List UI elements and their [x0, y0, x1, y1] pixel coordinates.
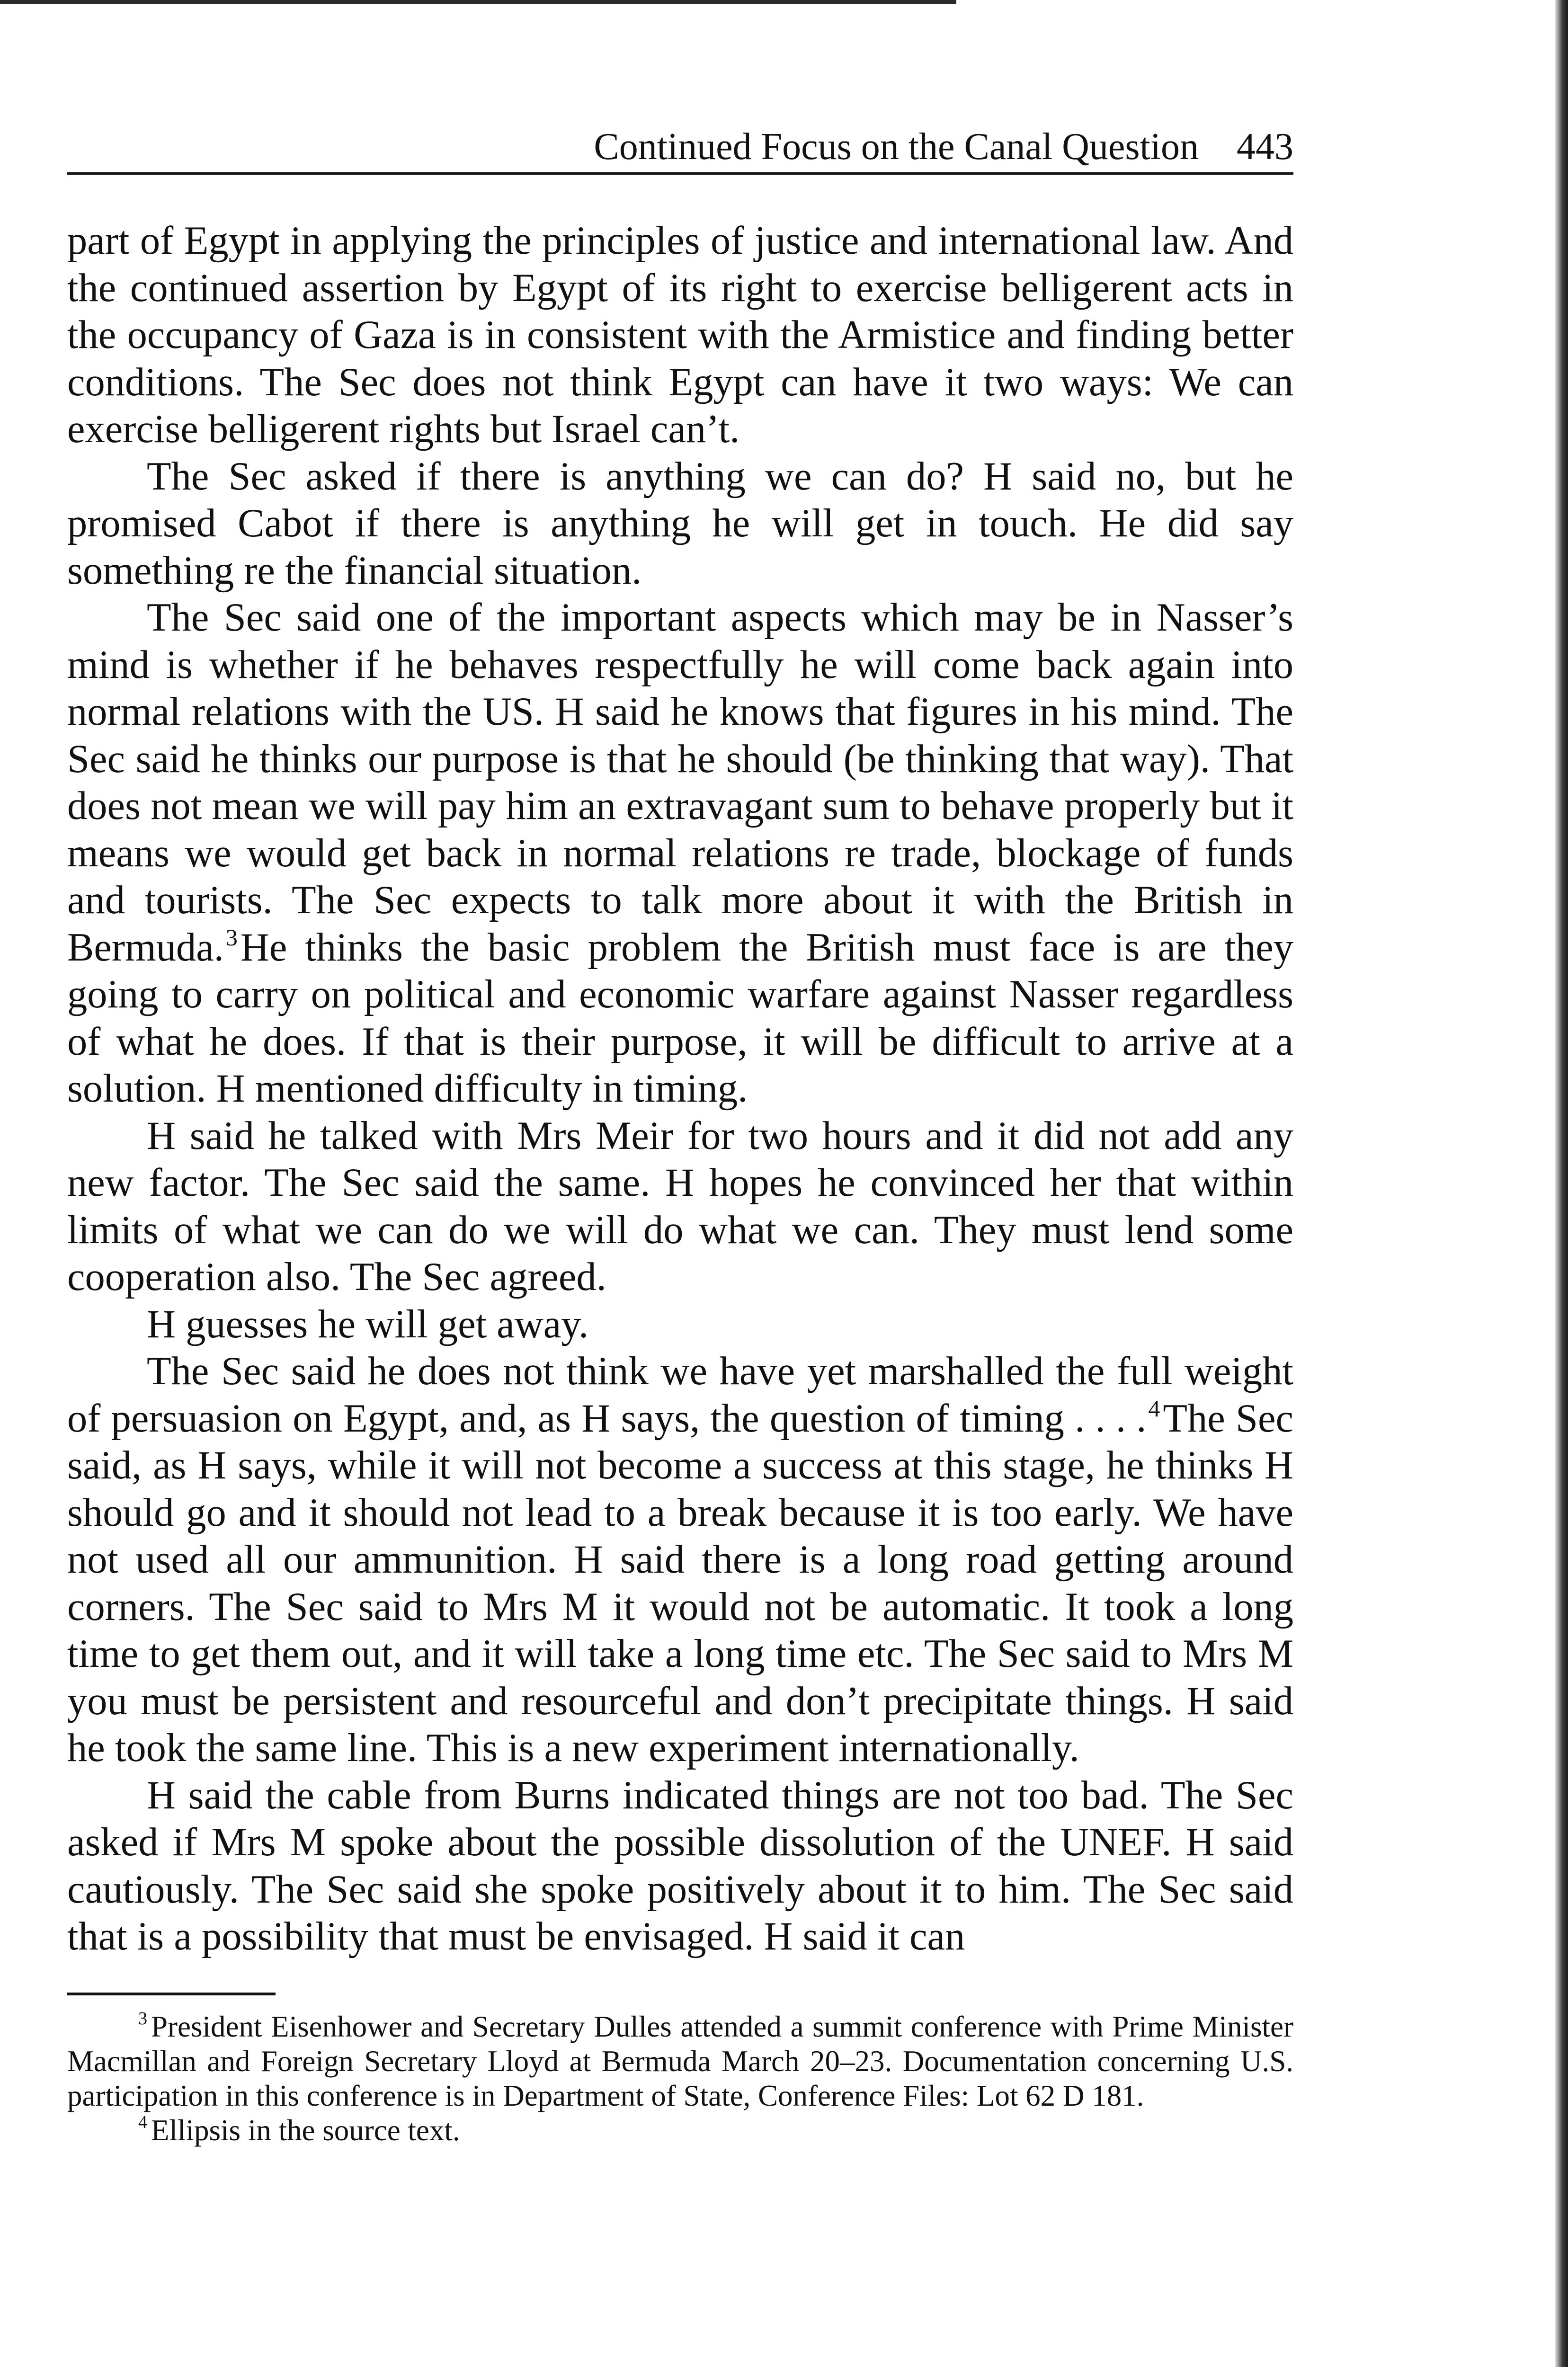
page-number: 443	[1237, 126, 1293, 168]
footnote-4	[67, 2113, 1293, 2148]
footnote-4-text: Ellipsis in the source text.	[151, 2113, 460, 2147]
running-head	[67, 128, 1293, 175]
footnotes	[67, 2010, 1293, 2148]
paragraph-6	[67, 1348, 1293, 1772]
paragraph-6-text-a: The Sec said he does not think we have yet marshalled the full weight of persuasion on Egypt, and, as H says, the question of timing . . . .	[67, 1349, 1293, 1441]
paragraph-3	[67, 594, 1293, 1112]
footnote-reference-3: 3	[225, 924, 238, 951]
footnote-4-marker: 4	[138, 2112, 147, 2132]
footnote-3	[67, 2010, 1293, 2113]
paragraph-1: part of Egypt in applying the principles of justice and international law. And the continued assertion by Egypt of its right to exercise belligerent acts in the occupancy of Gaza is in consistent with the Armistice and finding better conditions. The Sec does not think Egypt can have it two ways: We can exercise belligerent rights but Israel can’t.	[67, 219, 1293, 451]
paragraph-5: H guesses he will get away.	[147, 1302, 589, 1346]
scan-right-edge-shadow	[1555, 0, 1568, 2367]
paragraph-3-text-b: He thinks the basic problem the British must face is are they going to carry on political and economic warfare against Nasser regardless of what he does. If that is their purpose, it will be difficult to arrive at a solution. H mentioned difficulty in timing.	[67, 925, 1293, 1111]
footnote-3-marker: 3	[138, 2008, 147, 2029]
book-page	[67, 128, 1293, 2148]
paragraph-4: H said he talked with Mrs Meir for two hours and it did not add any new factor. The Sec said the same. H hopes he convinced her that within limits of what we can do we will do what we can. They must lend some cooperation also. The Sec agreed.	[67, 1113, 1293, 1299]
paragraph-6-text-b: The Sec said, as H says, while it will not become a success at this stage, he thinks H should go and it should not lead to a break because it is too early. We have not used all our ammunition. H said there is a long road getting around corners. The Sec said to Mrs M it would not be automatic. It took a long time to get them out, and it will take a long time etc. The Sec said to Mrs M you must be persistent and resourceful and don’t precipitate things. H said he took the same line. This is a new experiment internationally.	[67, 1396, 1293, 1770]
paragraph-3-text-a: The Sec said one of the important aspects which may be in Nasser’s mind is whether if he behaves respectfully he will come back again into normal relations with the US. H said he knows that figures in his mind. The Sec said he thinks our purpose is that he should (be thinking that way). That does not mean we will pay him an extravagant sum to behave properly but it means we would get back in normal relations re trade, blockage of funds and tourists. The Sec expects to talk more about it with the British in Bermuda.	[67, 596, 1293, 970]
paragraph-2: The Sec asked if there is anything we can do? H said no, but he promised Cabot if there is anything he will get in touch. He did say something re the financial situation.	[67, 454, 1293, 593]
body-text	[67, 217, 1293, 1960]
paragraph-7: H said the cable from Burns indicated things are not too bad. The Sec asked if Mrs M spoke about the possible dissolution of the UNEF. H said cautiously. The Sec said she spoke positively about it to him. The Sec said that is a possibility that must be envisaged. H said it can	[67, 1773, 1293, 1958]
footnote-3-text: President Eisenhower and Secretary Dulles attended a summit conference with Prime Minister Macmillan and Foreign Secretary Lloyd at Bermuda March 20–23. Documentation concerning U.S. participation in this conference is in Department of State, Conference Files: Lot 62 D 181.	[67, 2010, 1293, 2112]
scan-top-edge-line	[0, 0, 956, 4]
running-head-title: Continued Focus on the Canal Question	[594, 126, 1199, 168]
footnote-divider	[67, 1993, 276, 1995]
footnote-reference-4: 4	[1148, 1395, 1160, 1422]
